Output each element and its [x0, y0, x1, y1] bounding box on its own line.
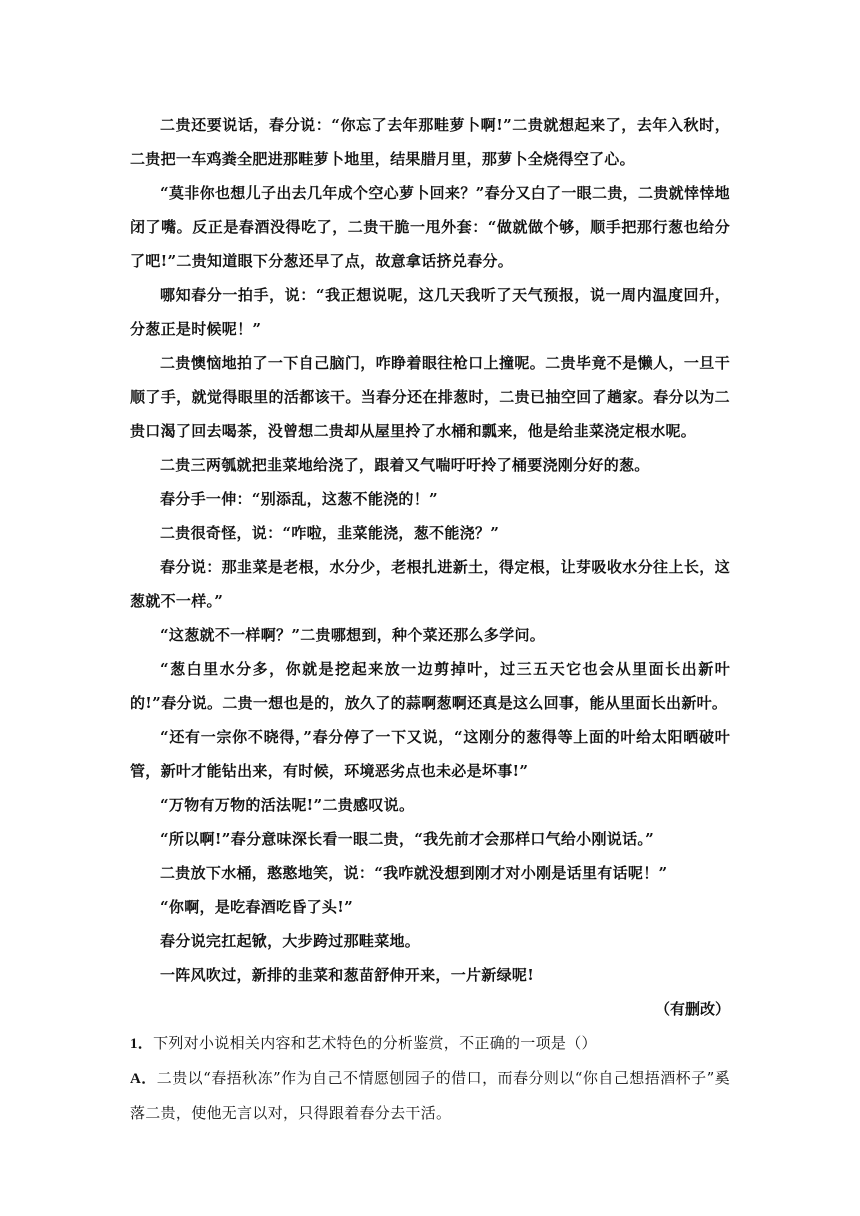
question-stem — [130, 1026, 730, 1061]
option-label: A． — [130, 1071, 157, 1087]
question-text: 下列对小说相关内容和艺术特色的分析鉴赏，不正确的一项是（） — [153, 1034, 597, 1052]
story-paragraph: 一阵风吹过，新排的韭菜和葱苗舒伸开来，一片新绿呢! — [160, 966, 535, 984]
story-paragraph: 哪知春分一拍手，说：“我正想说呢，这几天我听了天气预报，说一周内温度回升，分葱正是时候呢！” — [130, 286, 730, 338]
story-text — [130, 108, 730, 992]
story-paragraph: “万物有万物的活法呢!”二贵感叹说。 — [160, 796, 415, 814]
option-text: 二贵以“春捂秋冻”作为自己不情愿刨园子的借口，而春分则以“你自己想捂酒杯子”奚落二贵，使他无言以对，只得跟着春分去干活。 — [130, 1069, 730, 1122]
story-paragraph: 二贵三两瓠就把韭菜地给浇了，跟着又气喘吁吁拎了桶要浇刚分好的葱。 — [160, 456, 650, 474]
story-paragraph: “还有一宗你不晓得，”春分停了一下又说，“这刚分的葱得等上面的叶给太阳晒破叶管，新叶才能钻出来，有时候，环境恶劣点也未必是坏事!” — [130, 728, 730, 780]
story-paragraph: 二贵懊恼地拍了一下自己脑门，咋睁着眼往枪口上撞呢。二贵毕竟不是懒人，一旦干顺了手，就觉得眼里的活都该干。当春分还在排葱时，二贵已抽空回了趟家。春分以为二贵口渴了回去喝茶，没曾想二贵却从屋里拎了水桶和瓢来，他是给韭菜浇定根水呢。 — [130, 354, 730, 440]
source-note: （有删改） — [654, 1000, 730, 1018]
story-paragraph: “莫非你也想儿子出去几年成个空心萝卜回来？”春分又白了一眼二贵，二贵就悻悻地闭了嘴。反正是春酒没得吃了，二贵干脆一甩外套：“做就做个够，顺手把那行葱也给分了吧!”二贵知道眼下分葱还早了点，故意拿话挤兑春分。 — [130, 184, 730, 270]
question-number: 1． — [130, 1036, 154, 1052]
story-paragraph: 二贵很奇怪，说：“咋啦，韭菜能浇，葱不能浇？” — [160, 524, 500, 542]
story-paragraph: 二贵还要说话，春分说：“你忘了去年那畦萝卜啊!”二贵就想起来了，去年入秋时，二贵把一车鸡粪全肥进那畦萝卜地里，结果腊月里，那萝卜全烧得空了心。 — [130, 116, 730, 168]
story-paragraph: “所以啊!”春分意味深长看一眼二贵，“我先前才会那样口气给小刚说话。” — [160, 830, 655, 848]
document-page — [130, 108, 730, 1130]
story-paragraph: 二贵放下水桶，憨憨地笑，说：“我咋就没想到刚才对小刚是话里有话呢！” — [160, 864, 668, 882]
story-paragraph: “你啊，是吃春酒吃昏了头!” — [160, 898, 354, 916]
story-paragraph: 春分说完扛起锨，大步跨过那畦菜地。 — [160, 932, 421, 950]
story-paragraph: “葱白里水分多，你就是挖起来放一边剪掉叶，过三五天它也会从里面长出新叶的!”春分说。二贵一想也是的，放久了的蒜啊葱啊还真是这么回事，能从里面长出新叶。 — [130, 660, 730, 712]
story-paragraph: 春分手一伸：“别添乱，这葱不能浇的！” — [160, 490, 438, 508]
story-paragraph: 春分说：那韭菜是老根，水分少，老根扎进新土，得定根，让芽吸收水分往上长，这葱就不一样。” — [130, 558, 730, 610]
story-paragraph: “这葱就不一样啊？”二贵哪想到，种个菜还那么多学问。 — [160, 626, 546, 644]
answer-option — [130, 1061, 730, 1130]
